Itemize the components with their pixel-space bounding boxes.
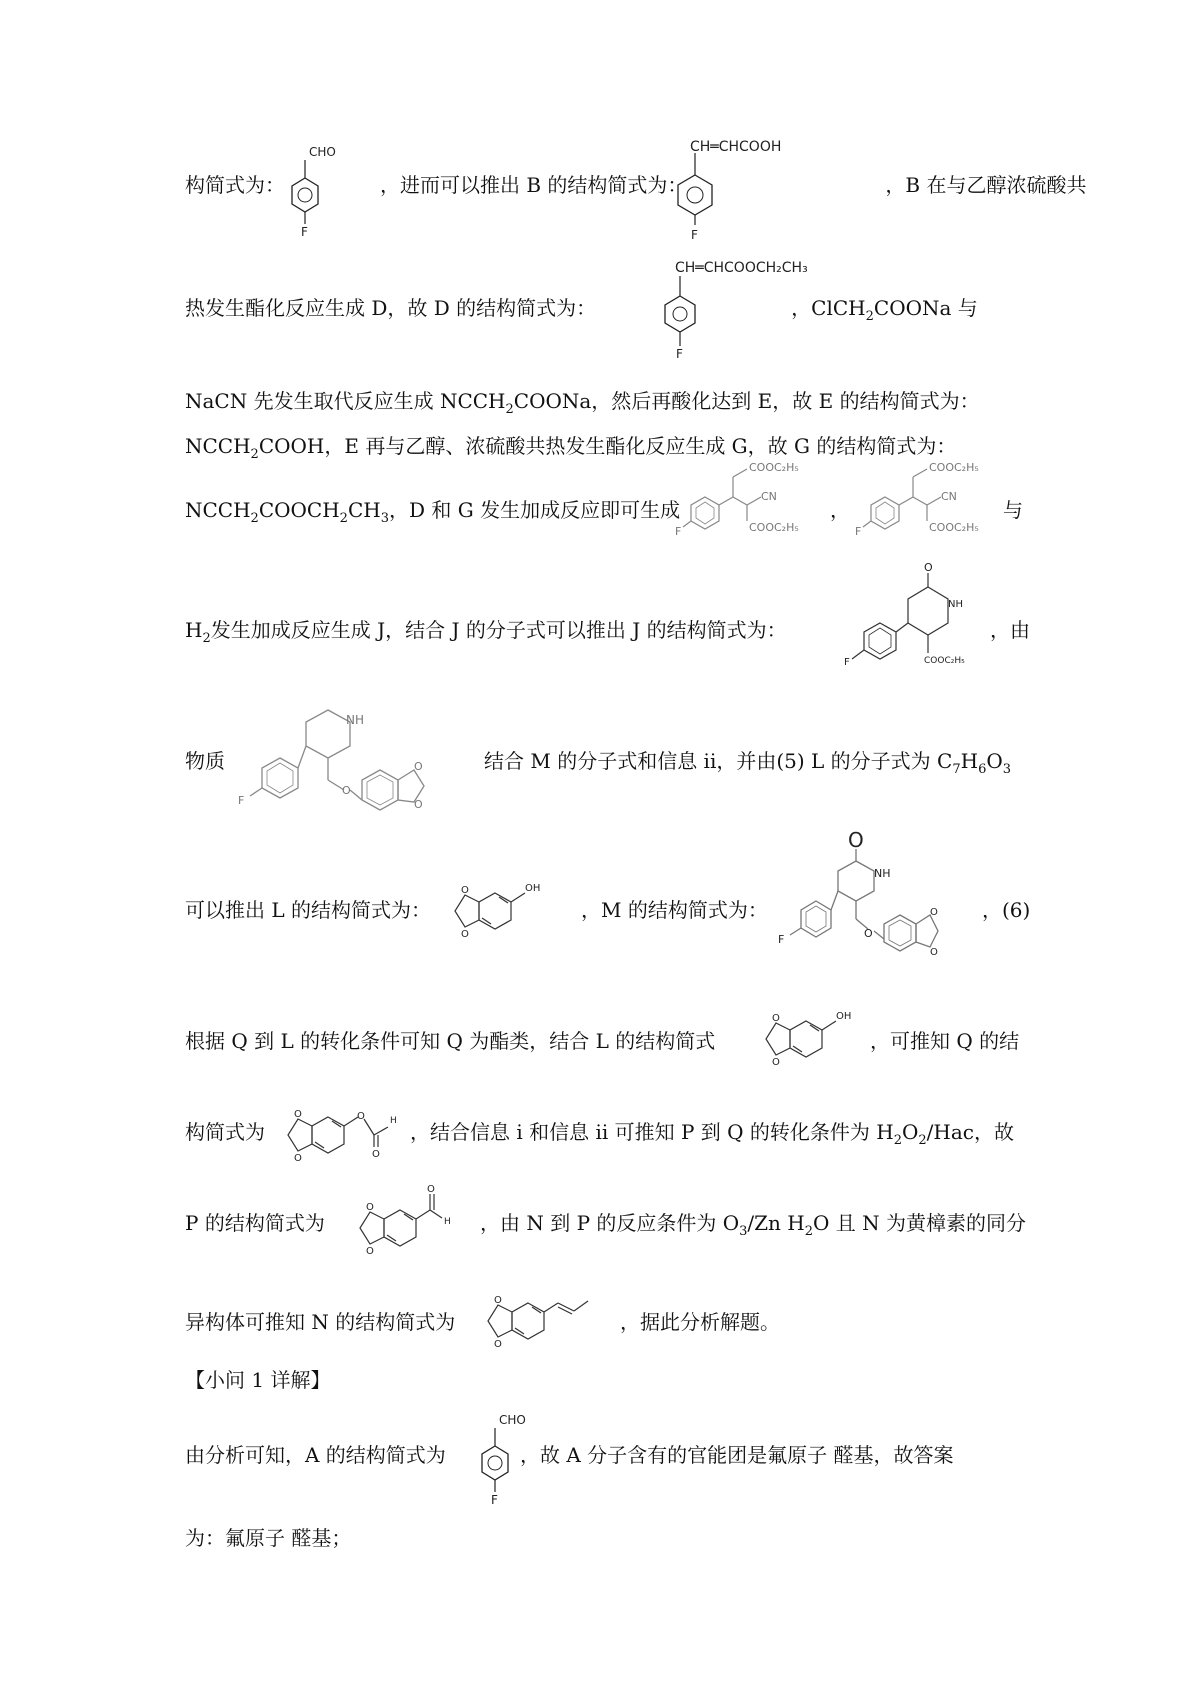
text-segment: 物质 [185, 749, 225, 773]
oh-label: OH [836, 1011, 852, 1022]
text-line-2 [185, 296, 978, 324]
subscript: 2 [918, 1133, 927, 1148]
text-segment: 由分析可知，A 的结构简式为 [185, 1443, 446, 1467]
acid-label: CH═CHCOOH [690, 139, 782, 155]
ester-label: CH═CHCOOCH₂CH₃ [675, 260, 808, 276]
subscript: 2 [865, 309, 874, 324]
text-segment: NCCH [185, 498, 251, 522]
text-segment: 异构体可推知 N 的结构简式为 [185, 1310, 456, 1334]
text-line-6 [185, 618, 787, 646]
answer-line-1 [185, 1445, 446, 1465]
f-label: F [778, 933, 785, 946]
text-segment: ，ClCH [791, 296, 866, 320]
cooet-label: COOC₂H₅ [924, 656, 965, 666]
paroxetine-structure [228, 690, 488, 835]
o-label: O [342, 784, 351, 797]
o-label: O [427, 1184, 435, 1195]
text-line-5 [185, 498, 681, 526]
text-segment: COONa，然后再酸化达到 E，故 E 的结构简式为： [513, 389, 980, 413]
text-segment: ，结合信息 i 和信息 ii 可推知 P 到 Q 的转化条件为 H [410, 1120, 894, 1144]
text-segment: COOH，E 再与乙醇、浓硫酸共热发生酯化反应生成 G，故 G 的结构简式为： [258, 434, 957, 458]
o-label: O [772, 1057, 780, 1068]
molecule-a-structure [285, 140, 345, 255]
text-segment: O [901, 1120, 919, 1144]
nh-label: NH [948, 599, 963, 610]
cooet-label: COOC₂H₅ [749, 521, 799, 534]
text-segment: ，D 和 G 发生加成反应即可生成 [388, 498, 681, 522]
h-label: H [444, 1217, 451, 1227]
text-segment: ，可推知 Q 的结 [870, 1029, 1020, 1053]
text-line-10 [185, 1122, 265, 1142]
subscript: 3 [1002, 762, 1012, 777]
cho-label: CHO [309, 145, 336, 159]
molecule-p-structure [340, 1180, 480, 1265]
text-segment: P 的结构简式为 [185, 1211, 325, 1235]
molecule-m-structure [778, 828, 988, 970]
o-label: O [366, 1246, 374, 1257]
text-segment: 可以推出 L 的结构简式为： [185, 898, 431, 922]
text-segment: 与 [1003, 498, 1023, 522]
text-segment: ，(6) [982, 898, 1031, 922]
subscript: 2 [893, 1133, 902, 1148]
cho-label: CHO [499, 1413, 526, 1427]
o-label: O [848, 828, 864, 852]
subscript: 2 [505, 402, 514, 417]
text-segment: 结合 M 的分子式和信息 ii，并由(5) L 的分子式为 C [484, 749, 953, 773]
o-label: O [294, 1153, 302, 1164]
oh-label: OH [525, 883, 541, 894]
text-segment: NCCH [185, 434, 251, 458]
answer-line-1-b [520, 1445, 954, 1465]
molecule-l-structure-2 [740, 1003, 870, 1083]
text-segment: ，由 [990, 618, 1030, 642]
subscript: 2 [250, 511, 259, 526]
o-label: O [357, 1111, 365, 1122]
subscript: 3 [739, 1224, 748, 1239]
text-segment: ，故 A 分子含有的官能团是氟原子 醛基，故答案 [520, 1443, 954, 1467]
adduct-structure-2 [855, 455, 1015, 560]
o-label: O [461, 929, 469, 940]
o-label: O [461, 885, 469, 896]
text-segment: ， [830, 498, 850, 522]
subscript: 2 [250, 447, 259, 462]
text-line-12 [185, 1312, 455, 1332]
cooet-label: COOC₂H₅ [749, 461, 799, 474]
f-label: F [691, 228, 698, 242]
subscript: 7 [952, 762, 961, 777]
subscript: 2 [339, 511, 348, 526]
o-label: O [930, 907, 938, 918]
f-label: F [855, 525, 862, 538]
text-segment: COONa 与 [873, 296, 978, 320]
o-label: O [494, 1339, 502, 1350]
molecule-n-structure [468, 1283, 618, 1363]
text-line-9 [185, 1031, 715, 1051]
cooet-label: COOC₂H₅ [929, 521, 979, 534]
molecule-b-structure [670, 133, 810, 258]
text-line-10-b [410, 1120, 1014, 1148]
text-segment: 根据 Q 到 L 的转化条件可知 Q 为酯类，结合 L 的结构简式 [185, 1029, 716, 1053]
adduct-structure-1 [675, 455, 835, 560]
section-heading [185, 1370, 330, 1390]
h-label: H [390, 1116, 397, 1126]
text-line-7 [185, 751, 225, 771]
text-segment: ，由 N 到 P 的反应条件为 O [480, 1211, 740, 1235]
o-label: O [924, 561, 933, 574]
cooet-label: COOC₂H₅ [929, 461, 979, 474]
o-label: O [494, 1295, 502, 1306]
subscript: 2 [804, 1224, 814, 1239]
cn-label: CN [761, 490, 777, 503]
f-label: F [844, 657, 850, 668]
text-segment: O 且 N 为黄樟素的同分 [813, 1211, 1026, 1235]
text-segment: ，B 在与乙醇浓硫酸共 [885, 173, 1087, 197]
text-segment: O [986, 749, 1003, 773]
text-segment: 热发生酯化反应生成 D，故 D 的结构简式为： [185, 296, 597, 320]
text-line-3 [185, 389, 980, 417]
text-segment: ，M 的结构简式为： [581, 898, 768, 922]
nh-label: NH [346, 713, 364, 727]
text-line-11-b [480, 1211, 1026, 1239]
text-segment: 构简式为 [185, 1120, 265, 1144]
text-segment: COOCH [258, 498, 340, 522]
text-line-12-end [620, 1312, 780, 1332]
molecule-j-structure [830, 561, 990, 700]
section-heading-text: 【小问 1 详解】 [185, 1368, 331, 1392]
molecule-a-structure-2 [475, 1408, 535, 1523]
subscript: 3 [380, 511, 389, 526]
o-label: O [930, 947, 938, 958]
subscript: 2 [202, 631, 211, 646]
f-label: F [675, 525, 682, 538]
text-segment: CH [347, 498, 381, 522]
o-label: O [294, 1109, 302, 1120]
text-segment: ，据此分析解题。 [620, 1310, 780, 1334]
text-segment: H [960, 749, 979, 773]
nh-label: NH [874, 867, 891, 880]
molecule-l-structure [425, 875, 575, 955]
text-segment: ，进而可以推出 B 的结构简式为： [380, 173, 688, 197]
f-label: F [491, 1493, 498, 1507]
o-label: O [414, 798, 423, 811]
text-segment: 构简式为： [185, 173, 285, 197]
text-segment: 发生加成反应生成 J，结合 J 的分子式可以推出 J 的结构简式为： [210, 618, 787, 642]
text-segment: NaCN 先发生取代反应生成 NCCH [185, 389, 506, 413]
f-label: F [301, 225, 308, 239]
text-segment: 为：氟原子 醛基； [185, 1526, 352, 1550]
o-label: O [366, 1202, 374, 1213]
text-line-4 [185, 434, 957, 462]
molecule-q-structure [268, 1097, 408, 1177]
subscript: 6 [978, 762, 987, 777]
text-line-6-end [990, 620, 1030, 640]
text-segment: /Zn H [747, 1211, 805, 1235]
text-segment: /Hac，故 [926, 1120, 1014, 1144]
text-line-7-b [484, 749, 1012, 777]
cn-label: CN [941, 490, 957, 503]
text-segment: H [185, 618, 203, 642]
text-line-11 [185, 1213, 325, 1233]
text-line-9-end [870, 1031, 1019, 1051]
answer-line-2 [185, 1528, 351, 1548]
molecule-d-structure [655, 258, 835, 373]
o-label: O [414, 760, 423, 773]
o-label: O [372, 1149, 380, 1160]
f-label: F [238, 794, 245, 807]
o-label: O [864, 927, 873, 940]
text-line-8-end [982, 900, 1030, 920]
o-label: O [772, 1013, 780, 1024]
f-label: F [676, 347, 683, 361]
